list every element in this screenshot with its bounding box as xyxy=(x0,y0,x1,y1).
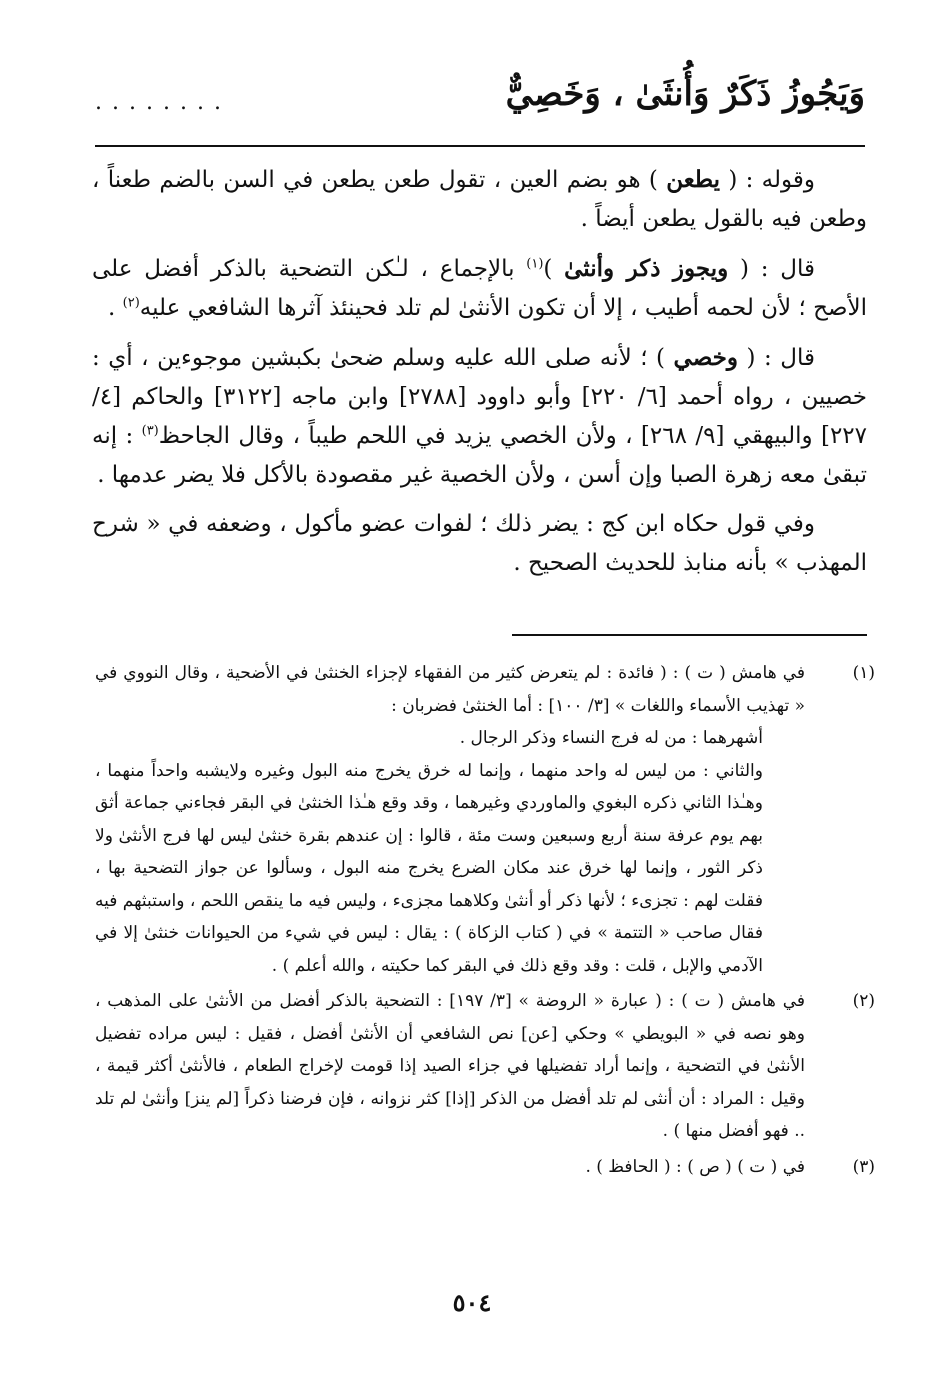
footnotes xyxy=(95,657,875,1186)
p1-lead: وقوله : ( xyxy=(720,167,815,193)
page-number: ٥٠٤ xyxy=(452,1288,492,1317)
footnote-number: (٢) xyxy=(852,991,875,1011)
footnote-line: أشهرهما : من له فرج النساء وذكر الرجال . xyxy=(459,728,763,748)
footnote-line: في هامش ( ت ) : ( عبارة « الروضة » [٣/ ١٩٧] : التضحية بالذكر أفضل من الأنثىٰ على المذهب ، وهو نصه في « البويطي » وحكي [عن] نص الشافعي أن الأنثىٰ أفضل ، فقيل : ليس مراده تفضيل الأنثىٰ في التضحية ، وإنما أراد تفضيلها في جزاء الصيد إذا قومت لإخراج الطعام ، فالأنثىٰ أكثر قيمة ، وقيل : المراد : أن أنثى لم تلد أفضل من الذكر [إذا] كثر نزوانه ، فإن فرضنا ذكراً [لم ينز] وأنثىٰ لم تلد .. فهو أفضل منها ) . xyxy=(95,991,805,1141)
footnote-ref-2[interactable]: (٢) xyxy=(122,295,140,311)
paragraph-3 xyxy=(92,338,867,495)
footnote-number: (١) xyxy=(852,663,875,683)
p3-rest: ) ؛ لأنه صلى الله عليه وسلم ضحىٰ بكبشين موجوءين ، أي : خصيين ، رواه أحمد [٦/ ٢٢٠] وأبو داوود [٢٧٨٨] وابن ماجه [٣١٢٢] والحاكم [٤/ ٢٢٧] والبيهقي [٩/ ٢٦٨] ، ولأن الخصي يزيد في اللحم طيباً ، وقال الجاحظ xyxy=(92,345,868,449)
p2-term: ويجوز ذكر وأنثىٰ xyxy=(564,255,729,282)
footnote-1 xyxy=(95,657,875,982)
p2-lead: قال : ( xyxy=(728,256,815,282)
p1-term: يطعن xyxy=(666,166,721,193)
paragraph-1 xyxy=(92,160,867,239)
footnote-line: في هامش ( ت ) : ( فائدة : لم يتعرض كثير من الفقهاء لإجزاء الخنثىٰ في الأضحية ، وقال النووي في « تهذيب الأسماء واللغات » [٣/ ١٠٠] : أما الخنثىٰ فضربان : xyxy=(95,663,805,716)
main-text xyxy=(92,160,867,593)
p3-end: : إنه تبقىٰ معه زهرة الصبا وإن أسن ، ولأن الخصية غير مقصودة بالأكل فلا يضر عدمها . xyxy=(92,423,867,488)
footnote-rule xyxy=(512,634,867,636)
p3-lead: قال : ( xyxy=(738,345,815,371)
footnote-line: في ( ت ) ( ص ) : ( الحافظ ) . xyxy=(585,1156,805,1177)
paragraph-4: وفي قول حكاه ابن كج : يضر ذلك ؛ لفوات عضو مأكول ، وضعفه في « شرح المهذب » بأنه منابذ للحديث الصحيح . xyxy=(92,511,867,576)
p2-end: . xyxy=(108,295,123,321)
footnote-2 xyxy=(95,985,875,1148)
header-rule xyxy=(95,145,865,147)
footnote-number: (٣) xyxy=(852,1156,875,1177)
footnote-ref-3[interactable]: (٣) xyxy=(141,423,159,439)
header-title: وَيَجُوزُ ذَكَرٌ وَأُنثَىٰ ، وَخَصِيٌّ xyxy=(505,74,865,114)
p1-rest: ) هو بضم العين ، تقول طعن يطعن في السن بالضم طعناً ، وطعن فيه بالقول يطعن أيضاً . xyxy=(92,167,867,232)
header-dots: ........ xyxy=(95,90,231,115)
footnote-line: والثاني : من ليس له واحد منهما ، وإنما له خرق يخرج منه البول وغيره ولايشبه واحداً منهما ، وهـٰذا الثاني ذكره البغوي والماوردي وغيرهما ، وقد وقع هـٰذا الخنثىٰ في البقر فجاءني جماعة أثق بهم يوم عرفة سنة أربع وسبعين وست مئة ، قالوا : إن عندهم بقرة خنثىٰ ليس لها فرج الأنثىٰ ولا ذكر الثور ، وإنما لها خرق عند مكان الضرع يخرج منه البول ، وسألوا عن جواز التضحية بها ، فقلت لهم : تجزىء ؛ لأنها ذكر أو أنثىٰ وكلاهما مجزىء ، وليس فيه ما ينقص اللحم ، واستبثهم فيه فقال صاحب « التتمة » في ( كتاب الزكاة ) : يقال : ليس في شيء من الحيوانات خنثىٰ إلا في الآدمي والإبل ، قلت : وقد وقع ذلك في البقر كما حكيته ، والله أعلم ) . xyxy=(95,760,763,976)
p2-rest: بالإجماع ، لـٰكن التضحية بالذكر أفضل على الأصح ؛ لأن لحمه أطيب ، إلا أن تكون الأنثىٰ لم تلد فحينئذ آثرها الشافعي عليه xyxy=(92,256,867,321)
p3-term: وخصي xyxy=(673,344,738,371)
footnote-ref-1[interactable]: (١) xyxy=(526,256,544,272)
paragraph-2 xyxy=(92,249,867,328)
p2-close: ) xyxy=(543,256,565,282)
running-header xyxy=(95,68,865,128)
footnote-3 xyxy=(95,1151,875,1184)
